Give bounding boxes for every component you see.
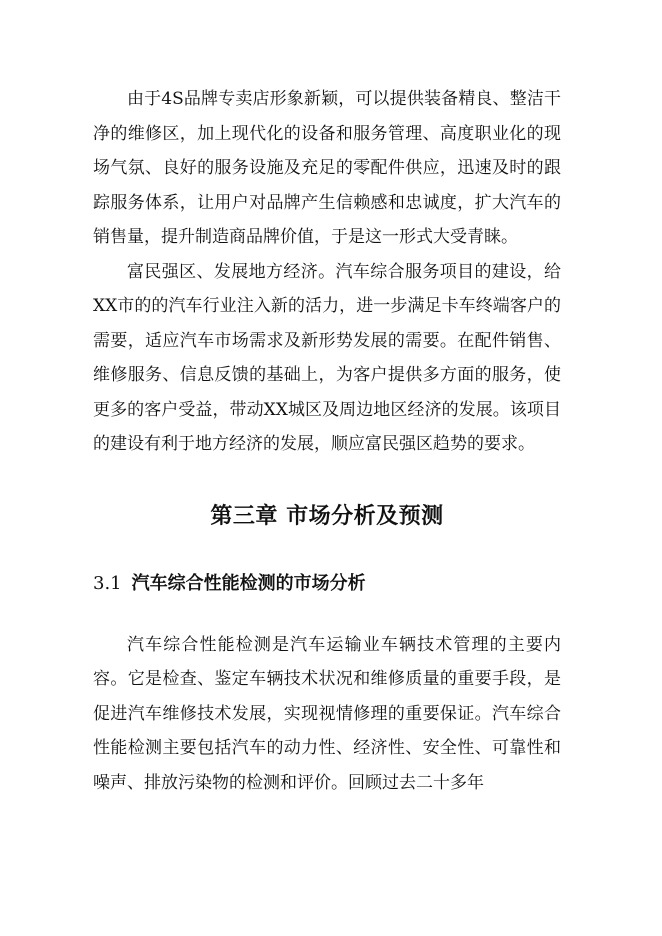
chapter-title: 第三章 市场分析及预测 bbox=[210, 503, 444, 529]
section-heading bbox=[93, 570, 561, 598]
page-content bbox=[93, 82, 561, 800]
section-title: 汽车综合性能检测的市场分析 bbox=[131, 572, 366, 594]
paragraph-local-economy: 富民强区、发展地方经济。汽车综合服务项目的建设，给XX市的的汽车行业注入新的活力，进一步满足卡车终端客户的需要，适应汽车市场需求及新形势发展的需要。在配件销售、维修服务、信息反馈的基础上，为客户提供多方面的服务，使更多的客户受益，带动XX城区及周边地区经济的发展。该项目的建设有利于地方经济的发展，顺应富民强区趋势的要求。 bbox=[93, 261, 561, 454]
section-number: 3.1 bbox=[93, 572, 122, 594]
paragraph-4s-store: 由于4S品牌专卖店形象新颖，可以提供装备精良、整洁干净的维修区，加上现代化的设备和服务管理、高度职业化的现场气氛、良好的服务设施及充足的零配件供应，迅速及时的跟踪服务体系，让用户对品牌产生信赖感和忠诚度，扩大汽车的销售量，提升制造商品牌价值，于是这一形式大受青睐。 bbox=[93, 89, 561, 247]
paragraph-performance-testing: 汽车综合性能检测是汽车运输业车辆技术管理的主要内容。它是检查、鉴定车辆技术状况和维修质量的重要手段，是促进汽车维修技术发展，实现视情修理的重要保证。汽车综合性能检测主要包括汽车的动力性、经济性、安全性、可靠性和噪声、排放污染物的检测和评价。回顾过去二十多年 bbox=[93, 634, 561, 793]
